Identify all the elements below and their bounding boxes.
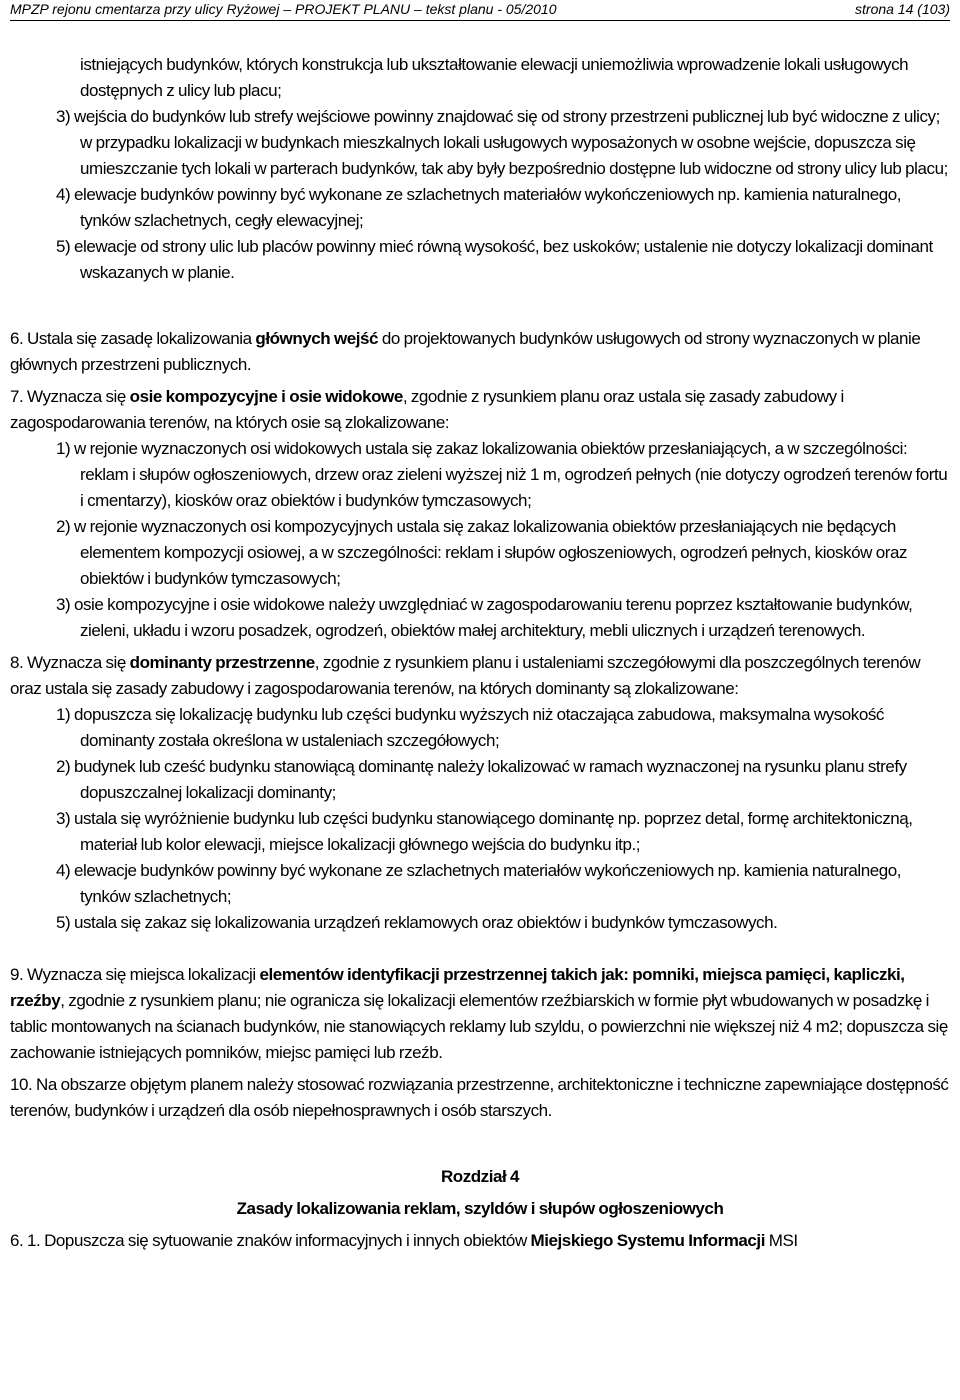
paragraph-text: 9. Wyznacza się miejsca lokalizacji xyxy=(10,965,260,984)
bold-term: dominanty przestrzenne xyxy=(129,653,315,672)
list-item: 2) w rejonie wyznaczonych osi kompozycyjnych ustala się zakaz lokalizowania obiektów przesłaniających nie będących elementem kompozycji osiowej, a w szczególności: reklam i słupów ogłoszeniowych, ogrodzeń pełnych, kiosków oraz obiektów i budynków tymczasowych; xyxy=(56,517,908,588)
header-title: MPZP rejonu cmentarza przy ulicy Ryżowej – PROJEKT PLANU – tekst planu - 05/2010 xyxy=(10,1,557,17)
paragraph-9 xyxy=(10,962,950,1066)
chapter-subtitle: Zasady lokalizowania reklam, szyldów i słupów ogłoszeniowych xyxy=(236,1199,724,1218)
paragraph-text: do projektowanych budynków usługowych od strony wyznaczonych w planie głównych przestrzeni publicznych. xyxy=(10,329,921,374)
bold-term: głównych wejść xyxy=(255,329,379,348)
list-item: 4) elewacje budynków powinny być wykonane ze szlachetnych materiałów wykończeniowych np. kamienia naturalnego, tynków szlachetnych; xyxy=(56,861,902,906)
paragraph-6-1 xyxy=(10,1228,950,1254)
bold-term: osie kompozycyjne i osie widokowe xyxy=(129,387,403,406)
paragraph-text: 6. 1. Dopuszcza się sytuowanie znaków informacyjnych i innych obiektów xyxy=(10,1231,531,1250)
continued-text: istniejących budynków, których konstrukcja lub ukształtowanie elewacji uniemożliwia wprowadzenie lokali usługowych dostępnych z ulicy lub placu; xyxy=(80,55,909,100)
paragraph-text: , zgodnie z rysunkiem planu; nie ogranicza się lokalizacji elementów rzeźbiarskich w formie płyt wbudowanych w posadzkę i tablic montowanych na ścianach budynków, nie stanowiących reklamy lub szyldu, o powierzchni nie większej niż 4 m2; dopuszcza się zachowanie istniejących pomników, miejsc pamięci lub rzeźb. xyxy=(10,991,948,1062)
paragraph-text: , zgodnie z rysunkiem planu i ustaleniami szczegółowymi dla poszczególnych terenów oraz ustala się zasady zabudowy i zagospodarowania terenów, na których dominanty są zlokalizowane: xyxy=(10,653,921,698)
paragraph-text: , zgodnie z rysunkiem planu oraz ustala się zasady zabudowy i zagospodarowania terenów, na których osie są zlokalizowane: xyxy=(10,387,844,432)
header-page-number: strona 14 (103) xyxy=(855,1,950,17)
paragraph-text: 7. Wyznacza się xyxy=(10,387,130,406)
paragraph-8 xyxy=(10,650,950,702)
list-item: 5) ustala się zakaz się lokalizowania urządzeń reklamowych oraz obiektów i budynków tymczasowych. xyxy=(56,913,778,932)
document-body xyxy=(10,52,950,1254)
bold-term: Miejskiego Systemu Informacji xyxy=(530,1231,765,1250)
list-item: 2) budynek lub cześć budynku stanowiącą dominantę należy lokalizować w ramach wyznaczonej na rysunku planu strefy dopuszczalnej lokalizacji dominanty; xyxy=(56,757,907,802)
paragraph-6 xyxy=(10,326,950,378)
bold-term: elementów identyfikacji przestrzennej takich jak: pomniki, miejsca pamięci, kapliczki, rzeźby xyxy=(10,965,905,1010)
page-header xyxy=(10,0,950,21)
list-item: 1) w rejonie wyznaczonych osi widokowych ustala się zakaz lokalizowania obiektów przesłaniających, a w szczególności: reklam i słupów ogłoszeniowych, drzew oraz zieleni wyższej niż 1 m, ogrodzeń pełnych (nie dotyczy ogrodzeń terenów fortu i cmentarzy), kiosków oraz obiektów i budynków tymczasowych; xyxy=(56,439,948,510)
paragraph-text: MSI xyxy=(764,1231,798,1250)
list-item: 5) elewacje od strony ulic lub placów powinny mieć równą wysokość, bez uskoków; ustalenie nie dotyczy lokalizacji dominant wskazanych w planie. xyxy=(56,237,933,282)
chapter-title: Rozdział 4 xyxy=(440,1167,520,1186)
paragraph-text: 8. Wyznacza się xyxy=(10,653,130,672)
paragraph-7 xyxy=(10,384,950,436)
list-item: 3) ustala się wyróżnienie budynku lub części budynku stanowiącego dominantę np. poprzez detal, formę architektoniczną, materiał lub kolor elewacji, miejsce lokalizacji głównego wejścia do budynku itp.; xyxy=(56,809,913,854)
list-item: 1) dopuszcza się lokalizację budynku lub części budynku wyższych niż otaczająca zabudowa, maksymalna wysokość dominanty została określona w ustaleniach szczegółowych; xyxy=(56,705,884,750)
list-item: 4) elewacje budynków powinny być wykonane ze szlachetnych materiałów wykończeniowych np. kamienia naturalnego, tynków szlachetnych, cegły elewacyjnej; xyxy=(56,185,902,230)
paragraph-10: 10. Na obszarze objętym planem należy stosować rozwiązania przestrzenne, architektoniczne i techniczne zapewniające dostępność terenów, budynków i urządzeń dla osób niepełnosprawnych i osób starszych. xyxy=(10,1075,949,1120)
list-item: 3) osie kompozycyjne i osie widokowe należy uwzględniać w zagospodarowaniu terenu poprzez kształtowanie budynków, zieleni, układu i wzoru posadzek, ogrodzeń, obiektów małej architektury, mebli ulicznych i urządzeń terenowych. xyxy=(56,595,913,640)
paragraph-text: 6. Ustala się zasadę lokalizowania xyxy=(10,329,256,348)
list-item: 3) wejścia do budynków lub strefy wejściowe powinny znajdować się od strony przestrzeni publicznej lub być widoczne z ulicy; w przypadku lokalizacji w budynkach mieszkalnych lokali usługowych wyposażonych w osobne wejście, dopuszcza się umieszczanie tych lokali w parterach budynków, tak aby były bezpośrednio dostępne lub widoczne od strony ulicy lub placu; xyxy=(56,107,948,178)
